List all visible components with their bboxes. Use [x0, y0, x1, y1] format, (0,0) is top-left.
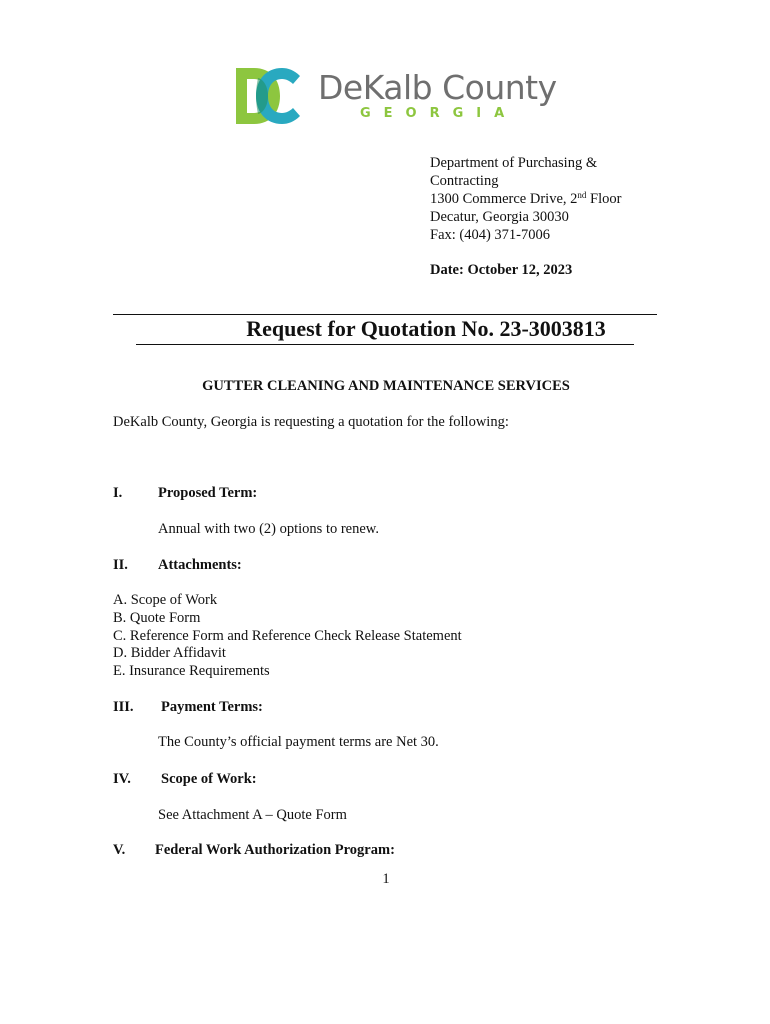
- page-number: [0, 871, 770, 888]
- ordinal-suffix: nd: [577, 190, 587, 200]
- section-heading: Federal Work Authorization Program:: [155, 842, 395, 858]
- section-heading: Attachments:: [158, 557, 242, 573]
- address-floor: Floor: [586, 191, 622, 207]
- section-body: The County’s official payment terms are Net 30.: [158, 734, 439, 750]
- list-item: C. Reference Form and Reference Check Release Statement: [113, 627, 462, 644]
- dekalb-county-logo: [236, 68, 557, 126]
- page-number-text: 1: [382, 871, 390, 887]
- dc-logo-mark-icon: [236, 68, 300, 124]
- section-heading: Proposed Term:: [158, 485, 258, 501]
- section-number: V.: [113, 842, 126, 858]
- section-number: III.: [113, 699, 134, 715]
- section-number: IV.: [113, 771, 131, 787]
- section-heading: Scope of Work:: [161, 771, 257, 787]
- services-subtitle: [0, 378, 770, 395]
- address-line: Department of Purchasing &: [430, 155, 598, 171]
- list-item: A. Scope of Work: [113, 592, 218, 608]
- list-item: D. Bidder Affidavit: [113, 645, 226, 662]
- list-item: E. Insurance Requirements: [113, 663, 270, 680]
- section-body: Annual with two (2) options to renew.: [158, 521, 379, 537]
- address-block: [430, 154, 670, 244]
- rfq-title: [136, 314, 634, 345]
- intro-paragraph: DeKalb County, Georgia is requesting a quotation for the following:: [113, 414, 509, 430]
- section-number: II.: [113, 557, 128, 573]
- logo-subtitle: GEORGIA: [360, 106, 518, 121]
- list-item: B. Quote Form: [113, 609, 201, 626]
- section-body: See Attachment A – Quote Form: [158, 807, 347, 823]
- address-line: Contracting: [430, 173, 499, 189]
- address-line: Decatur, Georgia 30030: [430, 209, 569, 225]
- section-number: I.: [113, 485, 123, 501]
- services-subtitle-text: GUTTER CLEANING AND MAINTENANCE SERVICES: [202, 378, 570, 394]
- address-street: 1300 Commerce Drive, 2: [430, 191, 578, 207]
- address-line: [430, 190, 670, 208]
- date-line: Date: October 12, 2023: [430, 262, 573, 278]
- section-heading: Payment Terms:: [161, 699, 263, 715]
- fax-line: Fax: (404) 371-7006: [430, 227, 551, 243]
- logo-name: DeKalb County: [318, 68, 557, 107]
- rfq-title-text: Request for Quotation No. 23-3003813: [246, 316, 606, 341]
- attachments-list: [113, 592, 462, 681]
